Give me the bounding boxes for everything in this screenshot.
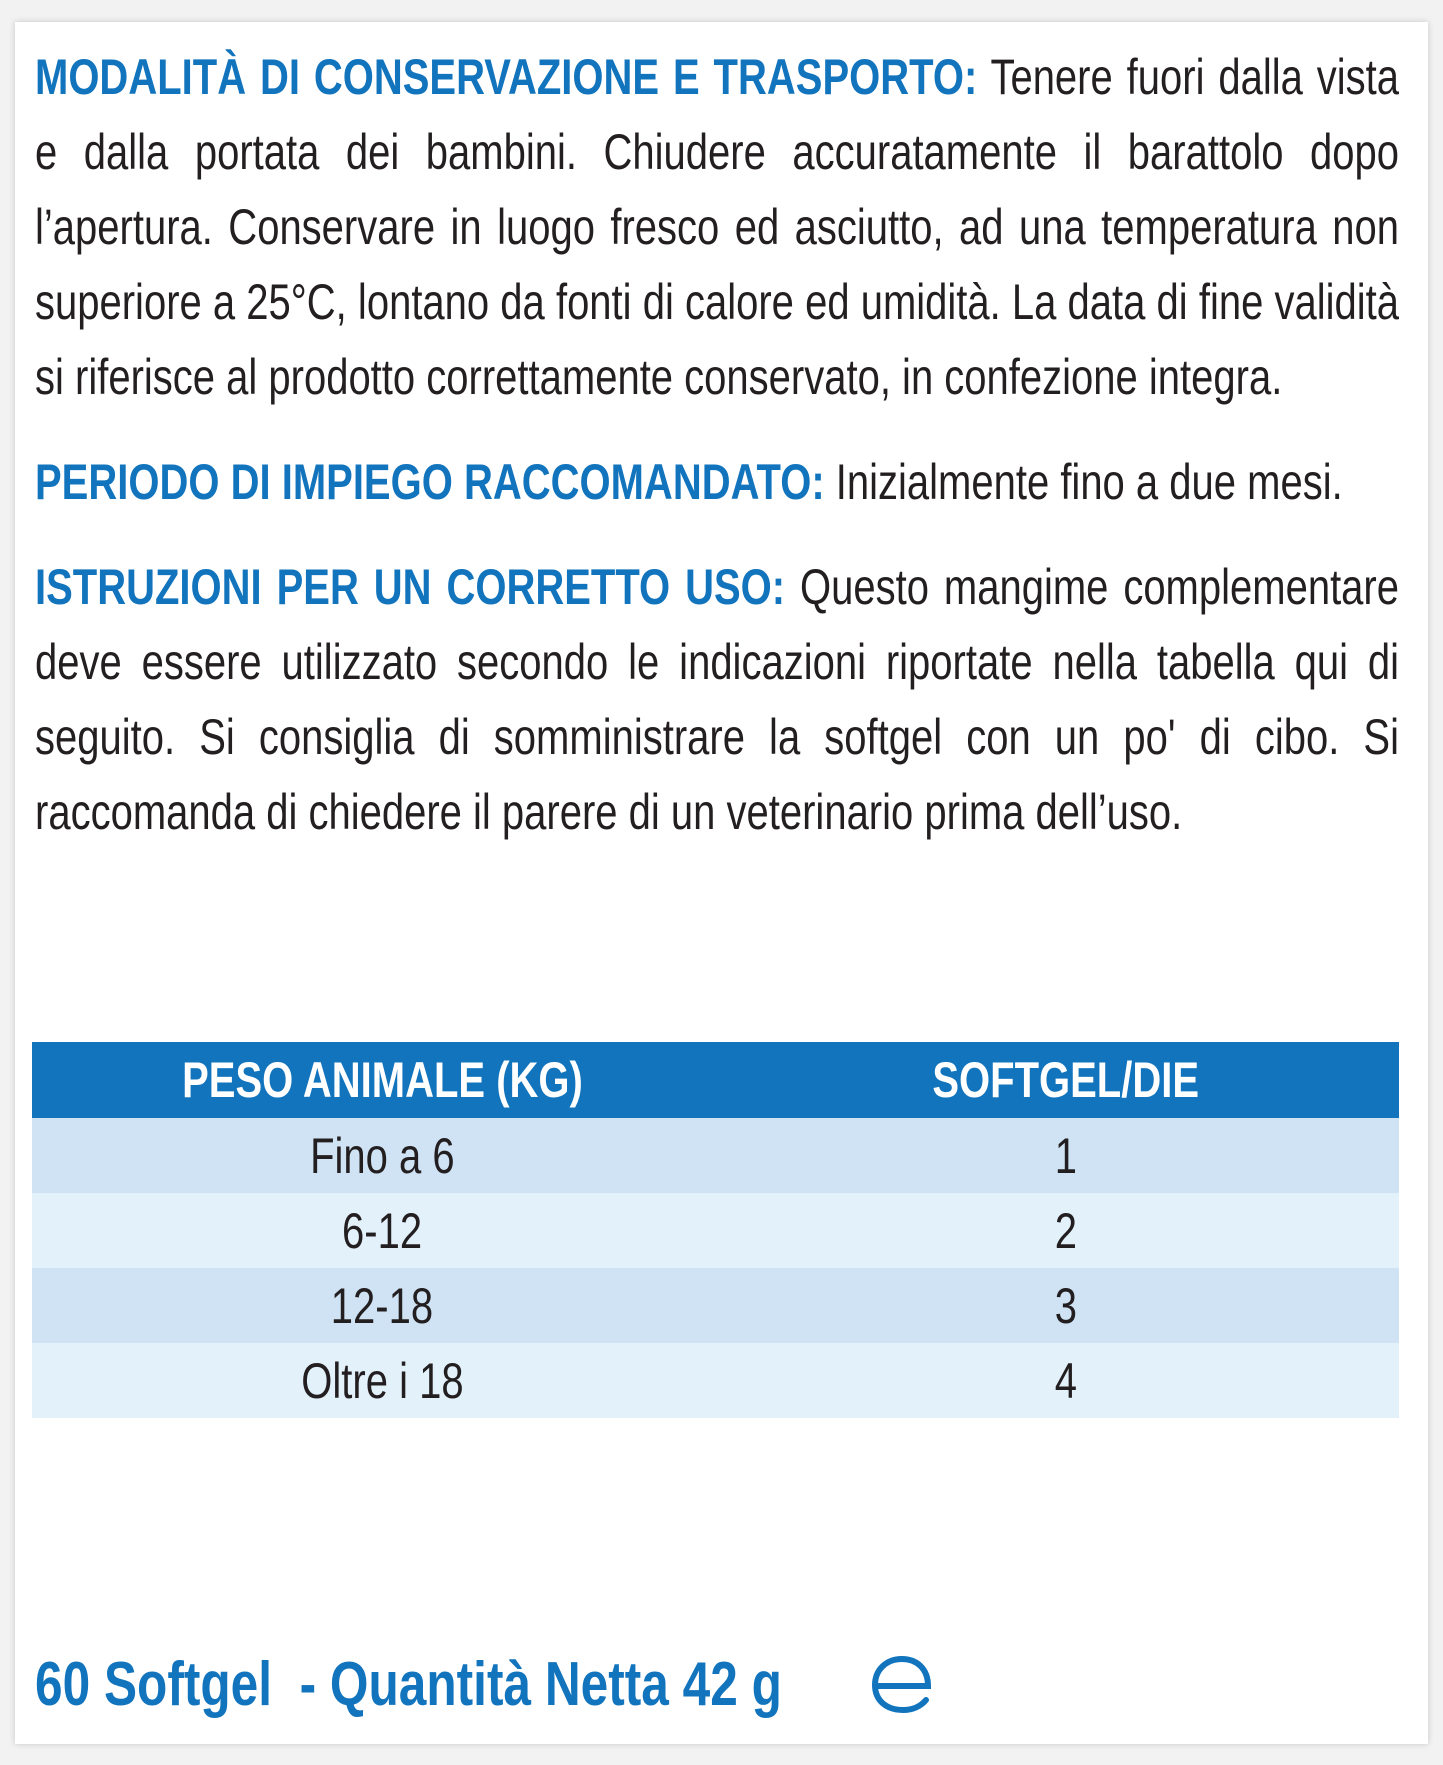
header-animal-weight: PESO ANIMALE (KG)	[32, 1042, 732, 1118]
softgel-cell: 2	[732, 1193, 1399, 1268]
weight-cell: 12-18	[32, 1268, 732, 1343]
dosage-table	[32, 1042, 1399, 1418]
storage-heading: MODALITÀ DI CONSERVAZIONE E TRASPORTO:	[35, 49, 978, 105]
instructions-text: Questo mangime complementare deve essere utilizzato secondo le indicazioni riportate nella tabella qui di seguito. Si consiglia di somministrare la softgel con un po' di cibo. Si raccomanda di chiedere il parere di un veterinario prima dell’uso.	[35, 559, 1399, 840]
weight-cell: Oltre i 18	[32, 1343, 732, 1418]
net-quantity-text: 60 Softgel - Quantità Netta 42 g	[35, 1649, 782, 1719]
table-header-row	[32, 1042, 1399, 1118]
usage-period-heading: PERIODO DI IMPIEGO RACCOMANDATO:	[35, 454, 825, 510]
usage-period-section	[35, 445, 1399, 520]
softgel-cell: 1	[732, 1118, 1399, 1193]
storage-section	[35, 40, 1399, 415]
table-row	[32, 1193, 1399, 1268]
weight-cell: Fino a 6	[32, 1118, 732, 1193]
storage-text: Tenere fuori dalla vista e dalla portata dei bambini. Chiudere accuratamente il barattolo dopo l’apertura. Conservare in luogo fresco ed asciutto, ad una temperatura non superiore a 25°C, lontano da fonti di calore ed umidità. La data di fine validità si riferisce al prodotto correttamente conservato, in confezione integra.	[35, 49, 1399, 405]
softgel-cell: 4	[732, 1343, 1399, 1418]
usage-period-text: Inizialmente fino a due mesi.	[824, 454, 1343, 510]
estimated-sign-icon	[870, 1654, 934, 1714]
table-row	[32, 1268, 1399, 1343]
table-row	[32, 1118, 1399, 1193]
weight-cell: 6-12	[32, 1193, 732, 1268]
net-quantity-footer	[35, 1644, 915, 1724]
instructions-section	[35, 550, 1399, 850]
table-row	[32, 1343, 1399, 1418]
header-softgel-per-day: SOFTGEL/DIE	[732, 1042, 1399, 1118]
product-label-card	[15, 22, 1428, 1744]
softgel-cell: 3	[732, 1268, 1399, 1343]
instructions-heading: ISTRUZIONI PER UN CORRETTO USO:	[35, 559, 786, 615]
